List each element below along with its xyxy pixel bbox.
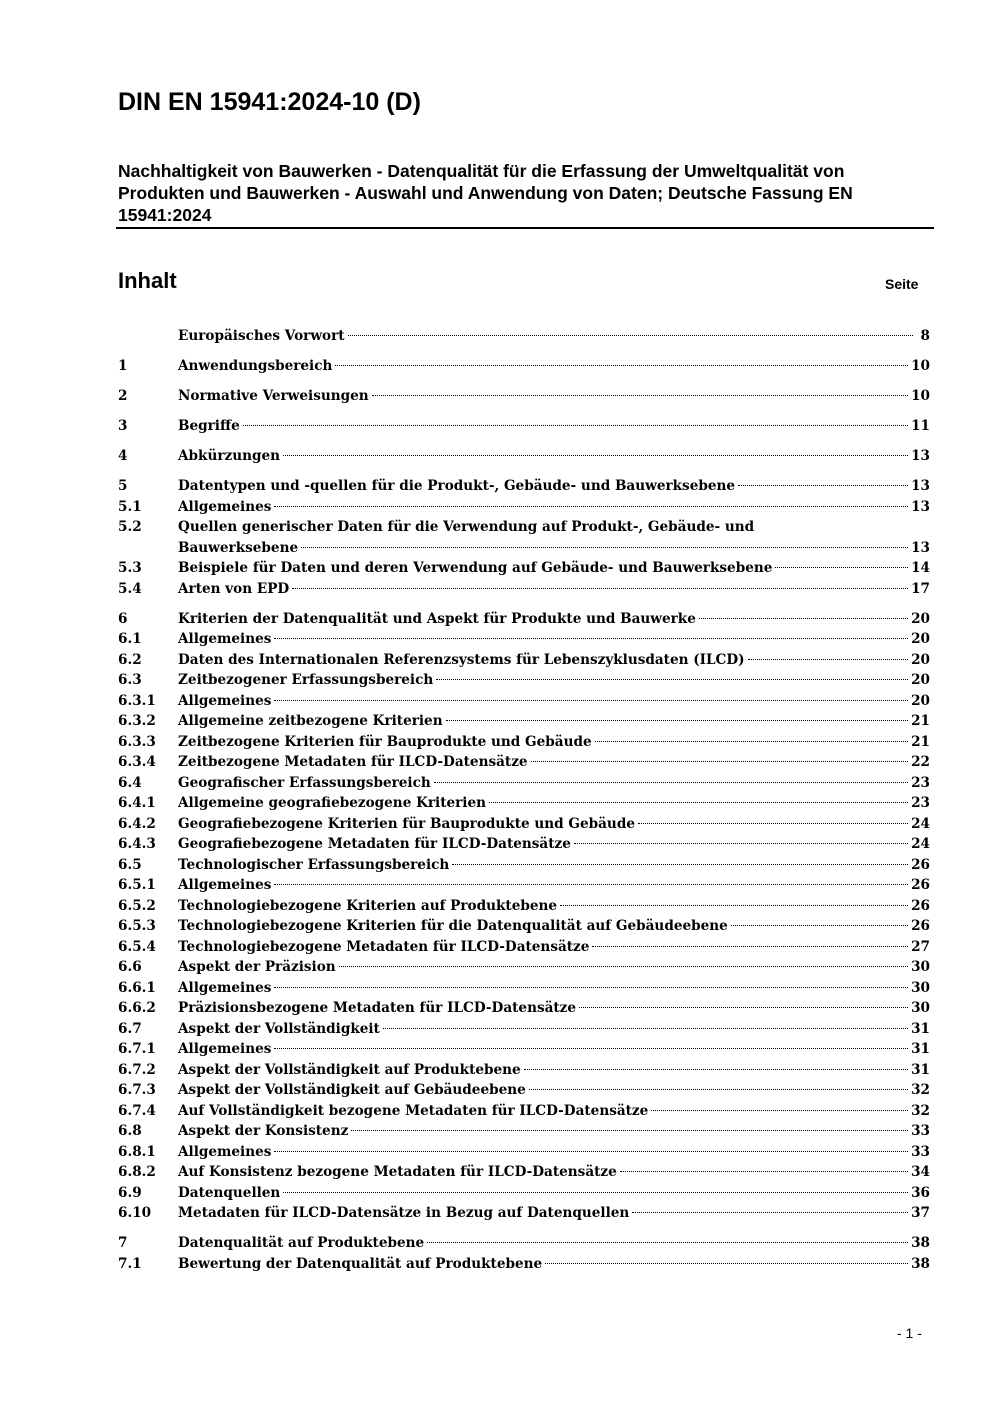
toc-dot-leader <box>620 1171 908 1172</box>
toc-entry[interactable] <box>118 386 930 407</box>
toc-dot-leader <box>524 1069 908 1070</box>
toc-entry[interactable] <box>118 752 930 773</box>
toc-entry-number: 1 <box>118 358 128 374</box>
toc-entry[interactable] <box>118 446 930 467</box>
toc-entry[interactable] <box>118 1080 930 1101</box>
toc-dot-leader <box>274 506 908 507</box>
toc-dot-leader <box>699 618 908 619</box>
toc-entry-page: 26 <box>911 918 930 934</box>
toc-entry-number: 6.7.1 <box>118 1041 156 1057</box>
toc-entry-label: Anwendungsbereich <box>178 358 333 374</box>
toc-dot-leader <box>579 1007 908 1008</box>
toc-entry[interactable] <box>118 517 930 558</box>
toc-entry-label: Allgemeines <box>178 1143 272 1160</box>
toc-entry[interactable] <box>118 1060 930 1081</box>
toc-entry-page: 10 <box>911 388 930 404</box>
toc-dot-leader <box>632 1212 908 1213</box>
toc-entry-page: 31 <box>911 1020 930 1037</box>
toc-dot-leader <box>274 700 908 701</box>
toc-entry-number: 7.1 <box>118 1255 142 1272</box>
toc-entry-page: 10 <box>911 358 930 374</box>
toc-dot-leader <box>452 864 908 865</box>
toc-entry-number: 6.5 <box>118 856 142 873</box>
toc-entry-page: 37 <box>911 1205 930 1221</box>
toc-entry-label: Beispiele für Daten und deren Verwendung auf Gebäude- und Bauwerksebene <box>178 560 773 576</box>
page-number-footer: - 1 - <box>897 1325 922 1341</box>
toc-entry-label: Technologischer Erfassungsbereich <box>178 856 450 873</box>
toc-entry-number: 6.7 <box>118 1020 142 1037</box>
toc-entry[interactable] <box>118 855 930 876</box>
toc-entry[interactable] <box>118 896 930 917</box>
toc-entry-number: 6.8.2 <box>118 1164 156 1180</box>
toc-dot-leader <box>348 335 913 336</box>
toc-entry-number: 6.1 <box>118 631 142 647</box>
toc-dot-leader <box>274 987 908 988</box>
toc-entry-label: Geografiebezogene Metadaten für ILCD-Datensätze <box>178 836 571 852</box>
toc-entry-page: 8 <box>920 328 930 344</box>
toc-entry-page: 24 <box>911 815 930 832</box>
toc-entry-number: 6.5.3 <box>118 918 156 934</box>
toc-dot-leader <box>748 659 908 660</box>
toc-entry-page: 33 <box>911 1123 930 1139</box>
toc-entry-page: 13 <box>911 498 930 515</box>
toc-entry-label: Geografiebezogene Kriterien für Bauprodukte und Gebäude <box>178 815 635 832</box>
toc-entry-label: Allgemeines <box>178 1041 272 1057</box>
toc-entry-number: 6.6 <box>118 959 142 975</box>
toc-entry-number: 6.3.3 <box>118 733 156 750</box>
toc-entry-number: 6.5.1 <box>118 877 156 893</box>
toc-entry-label: Begriffe <box>178 418 240 434</box>
toc-entry-page: 30 <box>911 1000 930 1016</box>
toc-entry-label: Normative Verweisungen <box>178 388 369 404</box>
toc-entry-number: 6.4 <box>118 774 142 791</box>
toc-entry-page: 17 <box>911 580 930 597</box>
page-column-label: Seite <box>885 276 919 292</box>
toc-entry-label: Aspekt der Vollständigkeit auf Produktebene <box>178 1061 521 1078</box>
toc-entry-page: 27 <box>911 938 930 955</box>
toc-dot-leader <box>529 1089 908 1090</box>
toc-entry-page: 32 <box>911 1102 930 1119</box>
toc-entry-label: Zeitbezogene Kriterien für Bauprodukte und Gebäude <box>178 733 592 750</box>
toc-entry-number: 6.5.4 <box>118 938 156 955</box>
toc-dot-leader <box>427 1242 908 1243</box>
toc-entry-label: Datenquellen <box>178 1184 281 1201</box>
toc-entry-number: 6.7.4 <box>118 1102 156 1119</box>
toc-entry-page: 38 <box>911 1255 930 1272</box>
toc-entry[interactable] <box>118 814 930 835</box>
toc-entry-page: 32 <box>911 1082 930 1098</box>
toc-entry-page: 13 <box>911 448 930 464</box>
toc-dot-leader <box>731 925 908 926</box>
toc-dot-leader <box>592 946 908 947</box>
toc-entry-page: 26 <box>911 877 930 893</box>
toc-dot-leader <box>436 679 908 680</box>
toc-entry[interactable] <box>118 579 930 600</box>
toc-entry-label: Aspekt der Konsistenz <box>178 1123 349 1139</box>
toc-entry-page: 26 <box>911 856 930 873</box>
toc-dot-leader <box>775 567 908 568</box>
toc-entry-label: Allgemeines <box>178 979 272 996</box>
toc-entry-number: 6.3.4 <box>118 754 156 770</box>
toc-entry-label: Geografischer Erfassungsbereich <box>178 774 431 791</box>
toc-entry[interactable] <box>118 1142 930 1163</box>
toc-entry-number: 6.8.1 <box>118 1143 156 1160</box>
toc-entry-label: Auf Vollständigkeit bezogene Metadaten für ILCD-Datensätze <box>178 1102 649 1119</box>
toc-entry[interactable] <box>118 834 930 855</box>
toc-entry-number: 5.1 <box>118 498 142 515</box>
toc-entry[interactable] <box>118 1233 930 1254</box>
toc-entry-page: 20 <box>911 692 930 709</box>
toc-entry-page: 13 <box>911 478 930 494</box>
toc-entry-label: Aspekt der Vollständigkeit <box>178 1020 380 1037</box>
toc-entry-number: 6 <box>118 610 128 627</box>
toc-entry-label-continued: Bauwerksebene <box>178 539 299 556</box>
toc-entry-number: 4 <box>118 448 128 464</box>
toc-entry[interactable] <box>118 356 930 377</box>
toc-entry-number: 6.6.1 <box>118 979 156 996</box>
toc-entry-number: 2 <box>118 388 128 404</box>
toc-entry[interactable] <box>118 773 930 794</box>
toc-entry-number: 6.5.2 <box>118 897 156 914</box>
toc-entry[interactable] <box>118 793 930 814</box>
toc-entry-label: Europäisches Vorwort <box>178 328 345 344</box>
toc-dot-leader <box>738 485 908 486</box>
toc-entry-label: Datenqualität auf Produktebene <box>178 1235 425 1251</box>
toc-entry[interactable] <box>118 476 930 497</box>
toc-dot-leader <box>274 1151 908 1152</box>
toc-entry-number: 5.4 <box>118 580 142 597</box>
toc-entry-label: Allgemeines <box>178 877 272 893</box>
toc-entry-page: 30 <box>911 979 930 996</box>
toc-entry-number: 6.3.1 <box>118 692 156 709</box>
toc-entry-number: 6.6.2 <box>118 1000 156 1016</box>
toc-entry-number: 7 <box>118 1235 128 1251</box>
toc-entry-label: Daten des Internationalen Referenzsystems für Lebenszyklusdaten (ILCD) <box>178 651 745 668</box>
toc-entry-page: 13 <box>911 539 930 556</box>
toc-dot-leader <box>434 782 908 783</box>
toc-entry[interactable] <box>118 650 930 671</box>
toc-dot-leader <box>339 966 908 967</box>
toc-entry[interactable] <box>118 1039 930 1060</box>
toc-entry-page: 33 <box>911 1143 930 1160</box>
toc-dot-leader <box>651 1110 908 1111</box>
toc-dot-leader <box>243 425 908 426</box>
toc-entry[interactable] <box>118 1121 930 1142</box>
toc-entry-label: Bewertung der Datenqualität auf Produktebene <box>178 1255 543 1272</box>
toc-entry[interactable] <box>118 497 930 518</box>
toc-entry-label: Technologiebezogene Kriterien für die Datenqualität auf Gebäudeebene <box>178 918 728 934</box>
toc-entry-page: 34 <box>911 1164 930 1180</box>
toc-entry-label: Arten von EPD <box>178 580 290 597</box>
toc-dot-leader <box>489 802 908 803</box>
toc-dot-leader <box>274 638 908 639</box>
toc-dot-leader <box>283 455 908 456</box>
toc-entry-label: Allgemeine zeitbezogene Kriterien <box>178 713 443 729</box>
toc-entry-number: 5 <box>118 478 128 494</box>
toc-entry-number: 5.2 <box>118 519 142 535</box>
toc-entry[interactable] <box>118 916 930 937</box>
title-divider <box>116 227 934 229</box>
toc-dot-leader <box>446 720 908 721</box>
toc-entry-label: Allgemeines <box>178 692 272 709</box>
toc-entry-number: 6.7.2 <box>118 1061 156 1078</box>
toc-entry[interactable] <box>118 691 930 712</box>
toc-entry[interactable] <box>118 1101 930 1122</box>
toc-entry-page: 36 <box>911 1184 930 1201</box>
toc-entry-label: Abkürzungen <box>178 448 281 464</box>
toc-entry-page: 20 <box>911 651 930 668</box>
document-subtitle: Nachhaltigkeit von Bauwerken - Datenqualität für die Erfassung der Umweltqualität von Produkten und Bauwerken - Auswahl und Anwendung von Daten; Deutsche Fassung EN 15941:2024 <box>118 161 853 225</box>
toc-entry-label: Zeitbezogene Metadaten für ILCD-Datensätze <box>178 754 528 770</box>
toc-entry[interactable] <box>118 629 930 650</box>
toc-entry-label: Metadaten für ILCD-Datensätze in Bezug auf Datenquellen <box>178 1205 630 1221</box>
toc-dot-leader <box>595 741 908 742</box>
toc-entry-label: Aspekt der Vollständigkeit auf Gebäudeebene <box>178 1082 526 1098</box>
toc-entry[interactable] <box>118 711 930 732</box>
toc-entry-number: 6.4.2 <box>118 815 156 832</box>
toc-entry-number: 3 <box>118 418 128 434</box>
toc-dot-leader <box>283 1192 908 1193</box>
toc-entry[interactable] <box>118 1203 930 1224</box>
toc-entry-label: Aspekt der Präzision <box>178 959 336 975</box>
toc-entry-label: Kriterien der Datenqualität und Aspekt für Produkte und Bauwerke <box>178 610 696 627</box>
toc-entry[interactable] <box>118 978 930 999</box>
toc-dot-leader <box>274 884 908 885</box>
toc-entry-page: 20 <box>911 672 930 688</box>
toc-entry-number: 6.10 <box>118 1205 152 1221</box>
toc-entry[interactable] <box>118 875 930 896</box>
toc-entry[interactable] <box>118 416 930 437</box>
toc-entry-label: Allgemeines <box>178 498 272 515</box>
toc-entry[interactable] <box>118 609 930 630</box>
toc-entry-page: 30 <box>911 959 930 975</box>
toc-entry-number: 6.4.3 <box>118 836 156 852</box>
toc-entry[interactable] <box>118 1019 930 1040</box>
toc-entry[interactable] <box>118 326 930 347</box>
toc-entry-page: 23 <box>911 795 930 811</box>
toc-entry-label: Präzisionsbezogene Metadaten für ILCD-Datensätze <box>178 1000 577 1016</box>
toc-entry-page: 26 <box>911 897 930 914</box>
toc-dot-leader <box>292 588 908 589</box>
toc-entry-number: 6.3 <box>118 672 142 688</box>
toc-entry-label: Allgemeines <box>178 631 272 647</box>
toc-entry-page: 31 <box>911 1041 930 1057</box>
toc-entry-number: 6.9 <box>118 1184 142 1201</box>
toc-entry-page: 21 <box>911 713 930 729</box>
toc-dot-leader <box>301 547 908 548</box>
toc-entry-number: 6.4.1 <box>118 795 156 811</box>
toc-entry-page: 31 <box>911 1061 930 1078</box>
toc-entry-number: 6.3.2 <box>118 713 156 729</box>
toc-entry[interactable] <box>118 957 930 978</box>
toc-entry[interactable] <box>118 670 930 691</box>
toc-entry[interactable] <box>118 1162 930 1183</box>
toc-dot-leader <box>531 761 909 762</box>
toc-entry-page: 24 <box>911 836 930 852</box>
toc-entry-label: Technologiebezogene Kriterien auf Produktebene <box>178 897 558 914</box>
toc-entry-page: 23 <box>911 774 930 791</box>
toc-entry[interactable] <box>118 1254 930 1275</box>
toc-entry[interactable] <box>118 937 930 958</box>
toc-entry-page: 14 <box>911 560 930 576</box>
toc-entry-page: 22 <box>911 754 930 770</box>
toc-dot-leader <box>335 365 908 366</box>
toc-dot-leader <box>638 823 908 824</box>
toc-dot-leader <box>560 905 908 906</box>
toc-entry-page: 38 <box>911 1235 930 1251</box>
toc-dot-leader <box>545 1263 908 1264</box>
toc-dot-leader <box>351 1130 908 1131</box>
toc-entry-label: Auf Konsistenz bezogene Metadaten für ILCD-Datensätze <box>178 1164 617 1180</box>
toc-dot-leader <box>383 1028 908 1029</box>
toc-dot-leader <box>372 395 908 396</box>
document-title: DIN EN 15941:2024-10 (D) <box>118 88 421 116</box>
toc-entry-page: 20 <box>911 610 930 627</box>
toc-entry[interactable] <box>118 1183 930 1204</box>
toc-entry-label: Datentypen und -quellen für die Produkt-, Gebäude- und Bauwerksebene <box>178 478 736 494</box>
toc-entry-number: 6.2 <box>118 651 142 668</box>
toc-dot-leader <box>574 843 908 844</box>
toc-entry[interactable] <box>118 732 930 753</box>
toc-entry-label: Quellen generischer Daten für die Verwendung auf Produkt-, Gebäude- und <box>178 519 755 535</box>
toc-entry-number: 6.7.3 <box>118 1082 156 1098</box>
toc-dot-leader <box>274 1048 908 1049</box>
toc-heading: Inhalt <box>118 268 177 293</box>
table-of-contents <box>118 326 930 1274</box>
toc-entry[interactable] <box>118 558 930 579</box>
toc-entry-label: Zeitbezogener Erfassungsbereich <box>178 672 434 688</box>
toc-entry-label: Allgemeine geografiebezogene Kriterien <box>178 795 487 811</box>
toc-entry-label: Technologiebezogene Metadaten für ILCD-Datensätze <box>178 938 590 955</box>
toc-entry[interactable] <box>118 998 930 1019</box>
toc-entry-page: 11 <box>911 418 930 434</box>
toc-entry-number: 6.8 <box>118 1123 142 1139</box>
toc-entry-page: 20 <box>911 631 930 647</box>
toc-entry-number: 5.3 <box>118 560 142 576</box>
toc-entry-page: 21 <box>911 733 930 750</box>
